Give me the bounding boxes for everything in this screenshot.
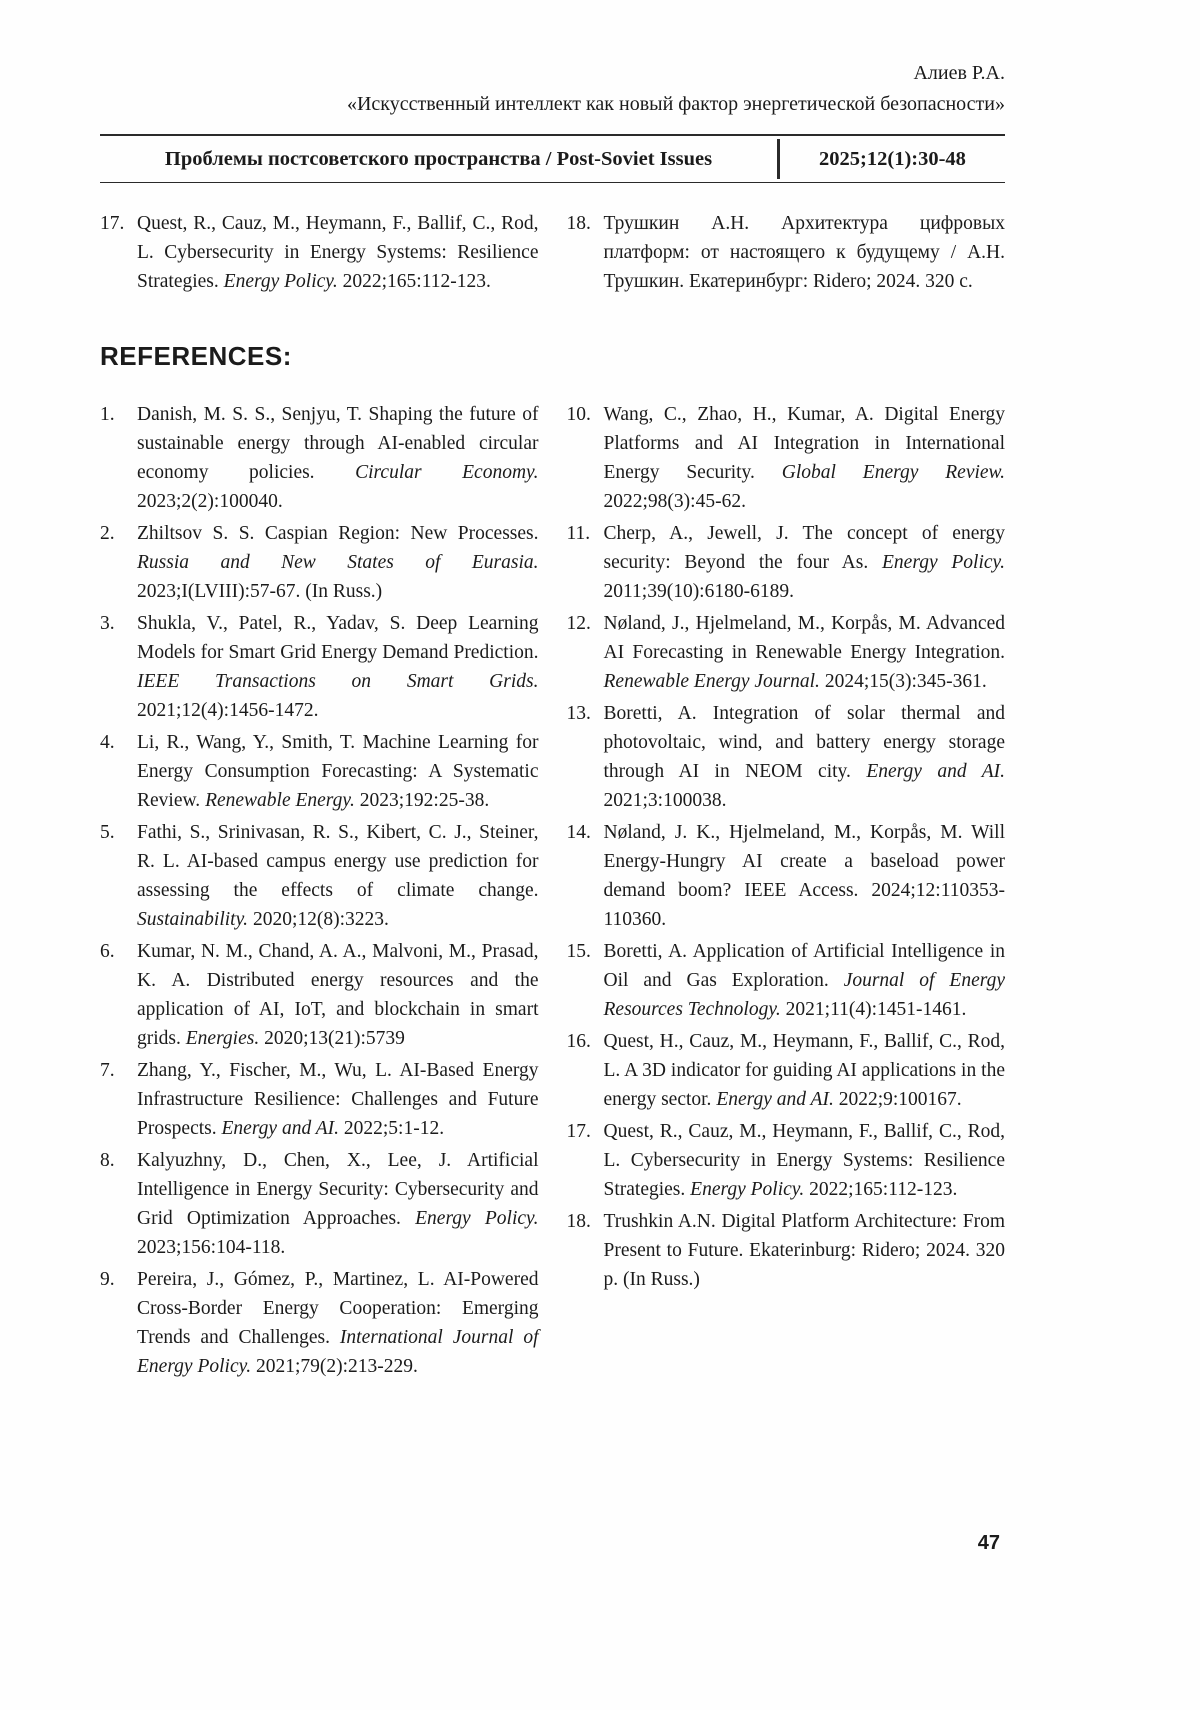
reference-item [567, 1027, 1006, 1114]
reference-number: 4. [100, 732, 115, 753]
journal-name: Проблемы постсоветского пространства / Post-Soviet Issues [164, 147, 713, 170]
reference-item [567, 699, 1006, 815]
reference-text: Li, R., Wang, Y., Smith, T. Machine Learning for Energy Consumption Forecasting: A Systematic Review. Renewable Energy. 2023;192:25-38. [137, 732, 539, 811]
reference-number: 12. [566, 613, 591, 634]
running-head [100, 58, 1005, 120]
continued-left [100, 209, 539, 299]
reference-item [100, 728, 539, 815]
issue-info: 2025;12(1):30-48 [819, 147, 966, 170]
reference-item [567, 400, 1006, 516]
reference-item [100, 209, 539, 296]
continued-right [567, 209, 1006, 299]
reference-item [100, 400, 539, 516]
reference-item [567, 609, 1006, 696]
reference-item [100, 937, 539, 1053]
reference-item [100, 818, 539, 934]
reference-text: Nøland, J., Hjelmeland, M., Korpås, M. Advanced AI Forecasting in Renewable Energy Integration. Renewable Energy Journal. 2024;15(3):345-361. [603, 613, 1005, 692]
reference-item [100, 1056, 539, 1143]
reference-text: Quest, H., Cauz, M., Heymann, F., Ballif, C., Rod, L. A 3D indicator for guiding AI applications in the energy sector. Energy and AI. 2022;9:100167. [603, 1031, 1005, 1110]
reference-item [567, 209, 1006, 296]
reference-number: 15. [566, 941, 591, 962]
references-heading: REFERENCES: [100, 341, 292, 371]
references-list [100, 400, 1005, 1384]
reference-number: 1. [100, 404, 115, 425]
reference-item [567, 1117, 1006, 1204]
reference-number: 2. [100, 523, 115, 544]
reference-item [567, 1207, 1006, 1294]
reference-item [100, 609, 539, 725]
reference-number: 17. [100, 213, 125, 234]
reference-text: Danish, M. S. S., Senjyu, T. Shaping the future of sustainable energy through AI-enabled circular economy policies. Circular Economy. 2023;2(2):100040. [137, 404, 539, 512]
continued-references [100, 209, 1005, 299]
reference-number: 11. [566, 523, 591, 544]
reference-text: Kumar, N. M., Chand, A. A., Malvoni, M., Prasad, K. A. Distributed energy resources and the application of AI, IoT, and blockchain in smart grids. Energies. 2020;13(21):5739 [137, 941, 539, 1049]
reference-text: Zhang, Y., Fischer, M., Wu, L. AI-Based Energy Infrastructure Resilience: Challenges and Future Prospects. Energy and AI. 2022;5:1-12. [137, 1060, 539, 1139]
reference-item [567, 519, 1006, 606]
reference-text: Nøland, J. K., Hjelmeland, M., Korpås, M. Will Energy-Hungry AI create a baseload power demand boom? IEEE Access. 2024;12:110353-110360. [603, 822, 1005, 930]
reference-text: Boretti, A. Application of Artificial Intelligence in Oil and Gas Exploration. Journal of Energy Resources Technology. 2021;11(4):1451-1461. [603, 941, 1005, 1020]
reference-text: Zhiltsov S. S. Caspian Region: New Processes. Russia and New States of Eurasia. 2023;I(LVIII):57-67. (In Russ.) [137, 523, 539, 602]
journal-title-bar [100, 134, 1005, 183]
reference-item [567, 818, 1006, 934]
reference-number: 5. [100, 822, 115, 843]
reference-text: Pereira, J., Gómez, P., Martinez, L. AI-Powered Cross-Border Energy Cooperation: Emerging Trends and Challenges. International Journal of Energy Policy. 2021;79(2):213-229. [137, 1269, 539, 1377]
reference-number: 13. [566, 703, 591, 724]
reference-text: Cherp, A., Jewell, J. The concept of energy security: Beyond the four As. Energy Policy. 2011;39(10):6180-6189. [603, 523, 1005, 602]
reference-number: 6. [100, 941, 115, 962]
reference-number: 18. [566, 213, 591, 234]
reference-text: Boretti, A. Integration of solar thermal and photovoltaic, wind, and battery energy storage through AI in NEOM city. Energy and AI. 2021;3:100038. [603, 703, 1006, 811]
reference-number: 16. [566, 1031, 591, 1052]
reference-number: 10. [566, 404, 591, 425]
reference-number: 7. [100, 1060, 115, 1081]
reference-item [567, 937, 1006, 1024]
reference-number: 3. [100, 613, 115, 634]
reference-text: Quest, R., Cauz, M., Heymann, F., Ballif, C., Rod, L. Cybersecurity in Energy Systems: Resilience Strategies. Energy Policy. 2022;165:112-123. [137, 213, 539, 292]
reference-number: 9. [100, 1269, 115, 1290]
references-left-column [100, 400, 539, 1384]
header-author: Алиев Р.А. [913, 62, 1005, 84]
reference-number: 14. [566, 822, 591, 843]
reference-number: 18. [566, 1211, 591, 1232]
reference-text: Trushkin A.N. Digital Platform Architecture: From Present to Future. Ekaterinburg: Ridero; 2024. 320 p. (In Russ.) [603, 1211, 1005, 1290]
references-right-column [567, 400, 1006, 1384]
reference-item [100, 1265, 539, 1381]
reference-item [100, 519, 539, 606]
reference-text: Wang, C., Zhao, H., Kumar, A. Digital Energy Platforms and AI Integration in International Energy Security. Global Energy Review. 2022;98(3):45-62. [603, 404, 1005, 512]
reference-text: Quest, R., Cauz, M., Heymann, F., Ballif, C., Rod, L. Cybersecurity in Energy Systems: Resilience Strategies. Energy Policy. 2022;165:112-123. [603, 1121, 1005, 1200]
reference-text: Fathi, S., Srinivasan, R. S., Kibert, C. J., Steiner, R. L. AI-based campus energy use prediction for assessing the effects of climate change. Sustainability. 2020;12(8):3223. [137, 822, 539, 930]
reference-text: Shukla, V., Patel, R., Yadav, S. Deep Learning Models for Smart Grid Energy Demand Prediction. IEEE Transactions on Smart Grids. 2021;12(4):1456-1472. [137, 613, 539, 721]
reference-number: 17. [566, 1121, 591, 1142]
reference-text: Трушкин А.Н. Архитектура цифровых платформ: от настоящего к будущему / А.Н. Трушкин. Екатеринбург: Ridero; 2024. 320 с. [603, 213, 1005, 292]
page-number: 47 [977, 1532, 1000, 1554]
reference-item [100, 1146, 539, 1262]
article-title: «Искусственный интеллект как новый фактор энергетической безопасности» [346, 93, 1005, 115]
reference-number: 8. [100, 1150, 115, 1171]
reference-text: Kalyuzhny, D., Chen, X., Lee, J. Artificial Intelligence in Energy Security: Cybersecurity and Grid Optimization Approaches. Energy Policy. 2023;156:104-118. [137, 1150, 539, 1258]
